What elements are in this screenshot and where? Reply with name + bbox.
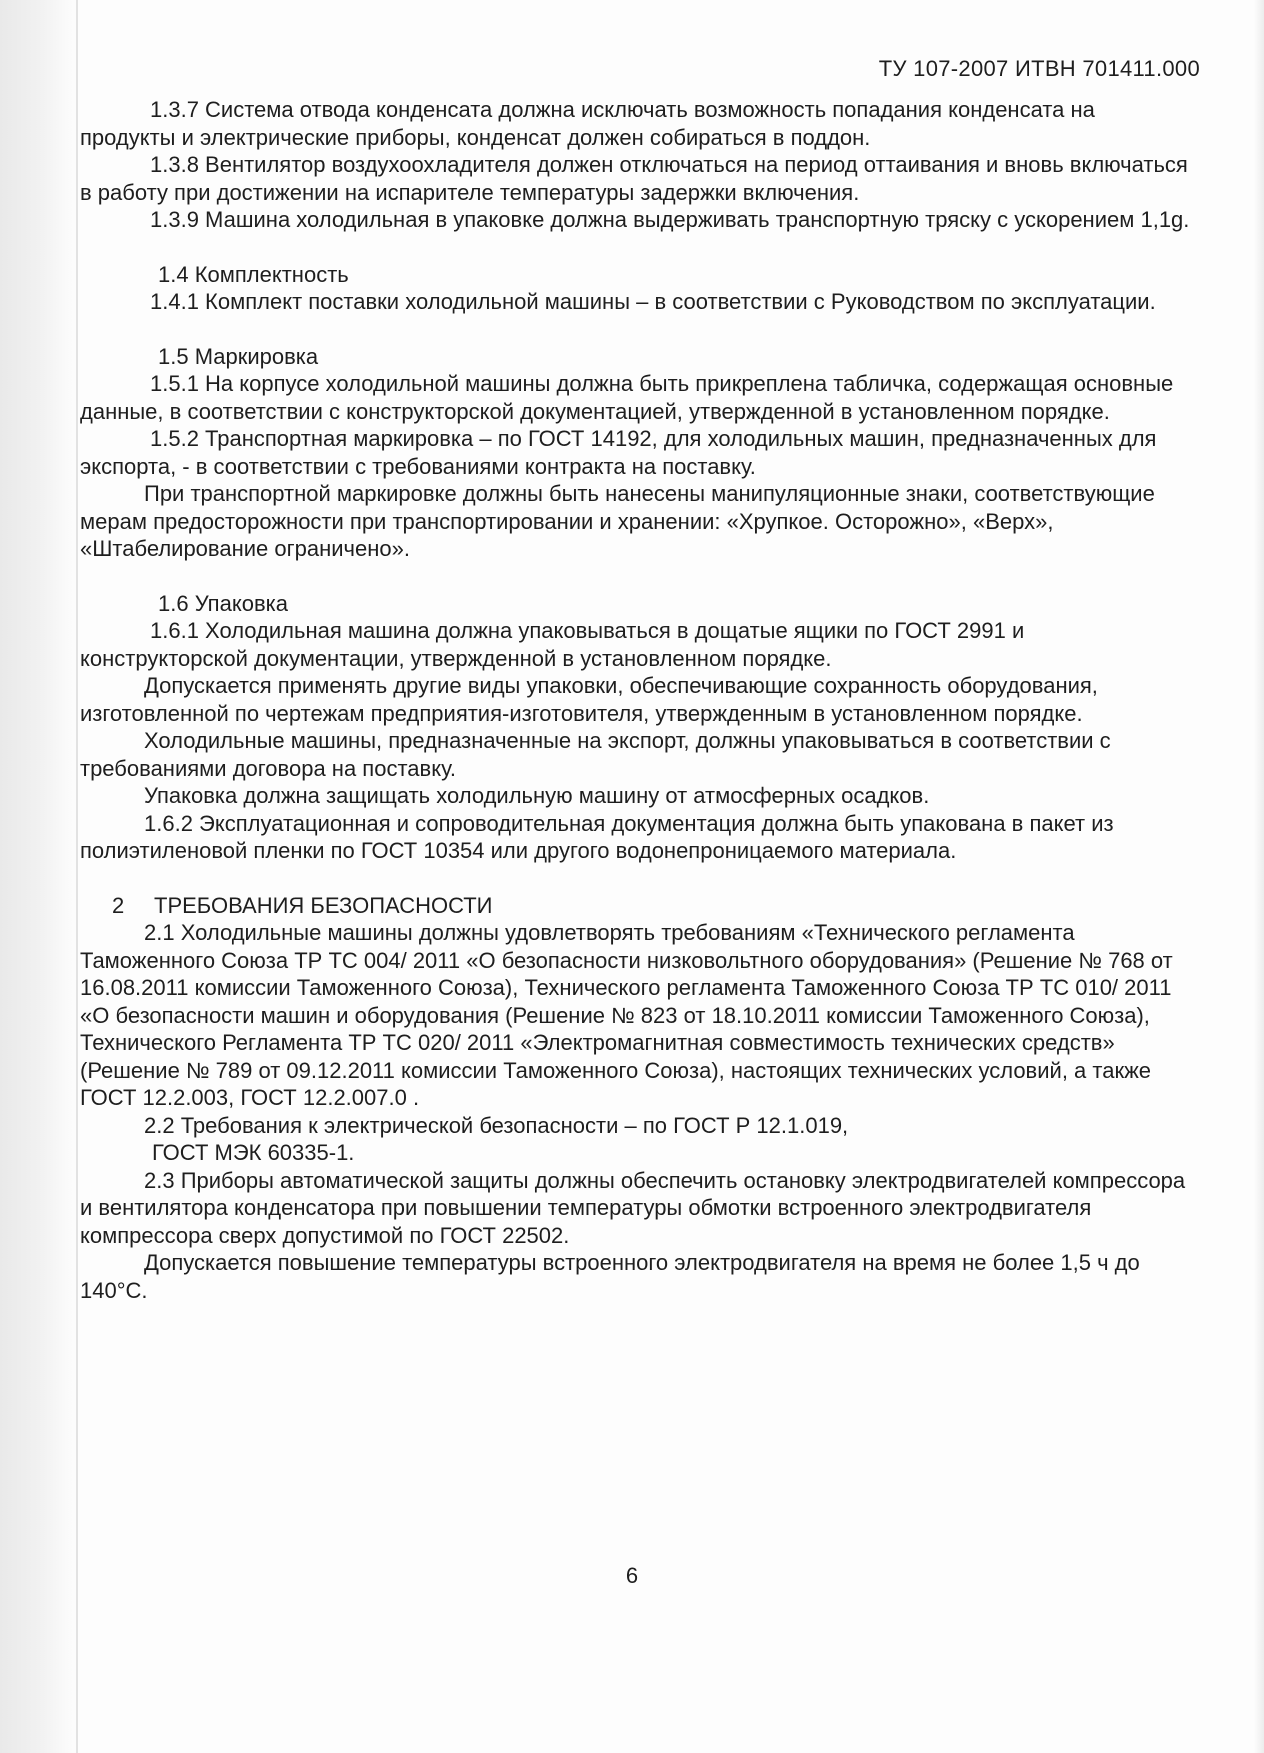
paragraph-1-6-1: 1.6.1 Холодильная машина должна упаковываться в дощатые ящики по ГОСТ 2991 и конструкторской документации, утвержденной в установленном порядке.	[80, 618, 1025, 671]
paragraph-1-5-2-marking: При транспортной маркировке должны быть нанесены манипуляционные знаки, соответствующие мерам предосторожности при транспортировании и хранении: «Хрупкое. Осторожно», «Верх», «Штабелирование ограничено».	[80, 481, 1155, 561]
scan-right-edge	[1254, 0, 1264, 1753]
paragraph-2-3: 2.3 Приборы автоматической защиты должны обеспечить остановку электродвигателей компрессора и вентилятора конденсатора при повышении температуры обмотки встроенного электродвигателя компрессора сверх допустимой по ГОСТ 22502.	[80, 1167, 1186, 1248]
paragraph-1-6-1-other-packaging: Допускается применять другие виды упаковки, обеспечивающие сохранность оборудования, изготовленной по чертежам предприятия-изготовителя, утвержденным в установленном порядке.	[80, 673, 1098, 726]
paragraph-1-5-2: 1.5.2 Транспортная маркировка – по ГОСТ 14192, для холодильных машин, предназначенных для экспорта, - в соответствии с требованиями контракта на поставку.	[80, 426, 1157, 479]
section-2-title-text: ТРЕБОВАНИЯ БЕЗОПАСНОСТИ	[154, 892, 493, 918]
scan-edge-line	[76, 0, 78, 1753]
document-body	[80, 96, 1190, 1304]
paragraph-1-6-1-protection: Упаковка должна защищать холодильную машину от атмосферных осадков.	[144, 783, 930, 808]
scan-shadow	[0, 0, 78, 1753]
paragraph-1-3-9: 1.3.9 Машина холодильная в упаковке должна выдерживать транспортную тряску с ускорением 1,1g.	[150, 207, 1190, 232]
document-code-header: ТУ 107-2007 ИТВН 701411.000	[878, 56, 1200, 81]
paragraph-2-2: 2.2 Требования к электрической безопасности – по ГОСТ Р 12.1.019,	[144, 1112, 849, 1138]
section-2-number: 2	[112, 892, 125, 918]
spacer	[80, 865, 1190, 892]
paragraph-1-4-1: 1.4.1 Комплект поставки холодильной машины – в соответствии с Руководством по эксплуатации.	[150, 289, 1156, 314]
paragraph-2-3-temperature: Допускается повышение температуры встроенного электродвигателя на время не более 1,5 ч до 140°С.	[80, 1250, 1140, 1303]
paragraph-1-3-7: 1.3.7 Система отвода конденсата должна исключать возможность попадания конденсата на продукты и электрические приборы, конденсат должен собираться в поддон.	[80, 97, 1095, 150]
heading-1-5: 1.5 Маркировка	[158, 343, 319, 369]
section-2-title	[80, 892, 1190, 920]
heading-1-4: 1.4 Комплектность	[158, 261, 349, 287]
paragraph-2-2-standard: ГОСТ МЭК 60335-1.	[152, 1140, 355, 1165]
paragraph-1-6-2: 1.6.2 Эксплуатационная и сопроводительная документация должна быть упакована в пакет из полиэтиленовой пленки по ГОСТ 10354 или другого водонепроницаемого материала.	[80, 810, 1114, 863]
paragraph-2-1: 2.1 Холодильные машины должны удовлетворять требованиям «Технического регламента Таможенного Союза ТР ТС 004/ 2011 «О безопасности низковольтного оборудования» (Решение № 768 от 16.08.2011 комиссии Таможенного Союза), Технического регламента Таможенного Союза ТР ТС 010/ 2011 «О безопасности машин и оборудования (Решение № 823 от 18.10.2011 комиссии Таможенного Союза), Технического Регламента ТР ТС 020/ 2011 «Электромагнитная совместимость технических средств» (Решение № 789 от 09.12.2011 комиссии Таможенного Союза), настоящих технических условий, а также ГОСТ 12.2.003, ГОСТ 12.2.007.0 .	[80, 920, 1173, 1110]
heading-1-6: 1.6 Упаковка	[158, 590, 288, 616]
spacer	[80, 234, 1190, 261]
paragraph-1-6-1-export: Холодильные машины, предназначенные на экспорт, должны упаковываться в соответствии с требованиями договора на поставку.	[80, 728, 1111, 781]
spacer	[80, 563, 1190, 590]
page-number: 6	[625, 1563, 639, 1588]
paragraph-1-5-1: 1.5.1 На корпусе холодильной машины должна быть прикреплена табличка, содержащая основные данные, в соответствии с конструкторской документацией, утвержденной в установленном порядке.	[80, 371, 1174, 424]
spacer	[80, 316, 1190, 343]
paragraph-1-3-8: 1.3.8 Вентилятор воздухоохладителя должен отключаться на период оттаивания и вновь включаться в работу при достижении на испарителе температуры задержки включения.	[80, 152, 1188, 205]
